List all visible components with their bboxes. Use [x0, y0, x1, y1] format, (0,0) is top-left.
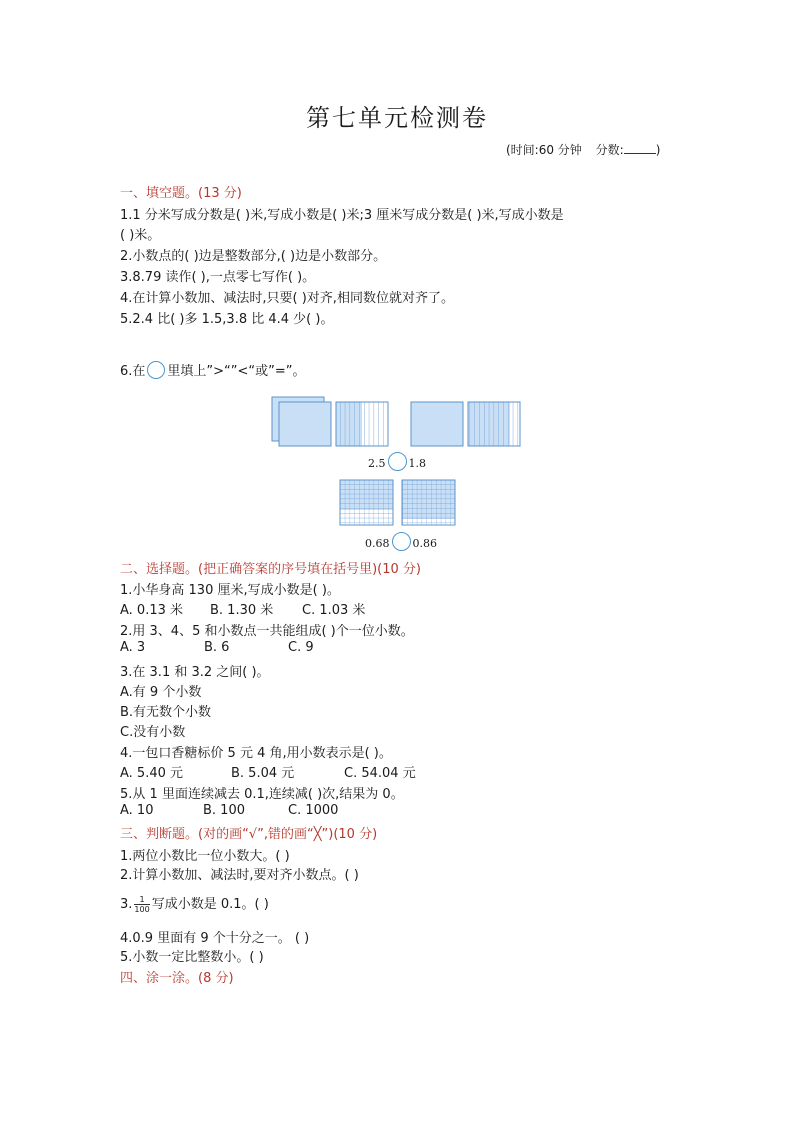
judge-q1: 1.两位小数比一位小数大。( ) — [120, 849, 290, 864]
fill-q4: 4.在计算小数加、减法时,只要( )对齐,相同数位就对齐了。 — [120, 291, 454, 306]
fill-q6-prefix: 6.在 — [120, 364, 146, 379]
section-choice: 二、选择题。(把正确答案的序号填在括号里)(10 分) — [120, 562, 421, 577]
section-color: 四、涂一涂。(8 分) — [120, 971, 234, 986]
option-b[interactable]: B. 6 — [204, 640, 230, 655]
page-title: 第七单元检测卷 — [306, 104, 488, 132]
option-c[interactable]: C. 54.04 元 — [344, 766, 416, 781]
choice-q4: 4.一包口香糖标价 5 元 4 角,用小数表示是( )。 — [120, 746, 392, 761]
judge-q2: 2.计算小数加、减法时,要对齐小数点。( ) — [120, 868, 359, 883]
exam-meta — [506, 141, 660, 158]
meta-suffix: ) — [655, 143, 661, 157]
section-judge: 三、判断题。(对的画“√”,错的画“╳”)(10 分) — [120, 827, 378, 842]
compare-row-2 — [365, 532, 437, 551]
fill-q1-line2: ( )米。 — [120, 228, 161, 243]
comparison-figure — [268, 393, 528, 553]
choice-q5: 5.从 1 里面连续减去 0.1,连续减( )次,结果为 0。 — [120, 787, 404, 802]
judge-q5: 5.小数一定比整数小。( ) — [120, 950, 264, 965]
figure-1-8 — [411, 402, 520, 446]
judge-q3 — [120, 893, 269, 914]
option-a[interactable]: A. 3 — [120, 640, 146, 655]
option-a[interactable]: A. 5.40 元 — [120, 766, 184, 781]
fraction — [134, 895, 149, 914]
option-c[interactable]: C. 9 — [288, 640, 314, 655]
option-c[interactable]: C.没有小数 — [120, 725, 186, 740]
answer-circle-icon — [147, 361, 165, 379]
figure-0-68 — [340, 480, 393, 525]
judge-q3-suffix: 写成小数是 0.1。( ) — [151, 897, 269, 912]
fraction-numerator: 1 — [134, 895, 149, 905]
fill-q5: 5.2.4 比( )多 1.5,3.8 比 4.4 少( )。 — [120, 312, 334, 327]
score-label: 分数: — [595, 143, 624, 157]
fill-q2: 2.小数点的( )边是整数部分,( )边是小数部分。 — [120, 249, 387, 264]
option-b[interactable]: B. 1.30 米 — [210, 603, 274, 618]
option-b[interactable]: B. 5.04 元 — [231, 766, 295, 781]
fill-q1-line1: 1.1 分米写成分数是( )米,写成小数是( )米;3 厘米写成分数是( )米,写成小数是 — [120, 208, 564, 223]
fraction-denominator: 100 — [134, 905, 150, 914]
option-c[interactable]: C. 1000 — [288, 803, 339, 818]
figure-2-5 — [272, 397, 388, 446]
cmp1-right: 1.8 — [408, 457, 426, 470]
option-b[interactable]: B. 100 — [203, 803, 245, 818]
cmp2-left: 0.68 — [365, 537, 390, 550]
cmp1-circle-icon[interactable] — [388, 452, 407, 471]
option-a[interactable]: A. 10 — [120, 803, 154, 818]
choice-q3: 3.在 3.1 和 3.2 之间( )。 — [120, 665, 270, 680]
judge-q3-prefix: 3. — [120, 897, 133, 912]
option-b[interactable]: B.有无数个小数 — [120, 705, 212, 720]
cmp2-circle-icon[interactable] — [392, 532, 411, 551]
compare-row-1 — [368, 452, 426, 471]
fill-q3: 3.8.79 读作( ),一点零七写作( )。 — [120, 270, 316, 285]
figure-0-86 — [402, 480, 455, 525]
judge-q4: 4.0.9 里面有 9 个十分之一。 ( ) — [120, 931, 310, 946]
option-c[interactable]: C. 1.03 米 — [302, 603, 366, 618]
choice-q2: 2.用 3、4、5 和小数点一共能组成( )个一位小数。 — [120, 624, 414, 639]
time-info: (时间:60 分钟 — [506, 143, 582, 157]
option-a[interactable]: A.有 9 个小数 — [120, 685, 202, 700]
cmp1-left: 2.5 — [368, 457, 386, 470]
section-fill-in: 一、填空题。(13 分) — [120, 186, 242, 201]
score-blank[interactable] — [624, 142, 656, 154]
option-a[interactable]: A. 0.13 米 — [120, 603, 184, 618]
fill-q6 — [120, 360, 306, 379]
fill-q6-suffix: 里填上”>“”<“或”=”。 — [167, 364, 306, 379]
cmp2-right: 0.86 — [412, 537, 437, 550]
choice-q1: 1.小华身高 130 厘米,写成小数是( )。 — [120, 583, 340, 598]
